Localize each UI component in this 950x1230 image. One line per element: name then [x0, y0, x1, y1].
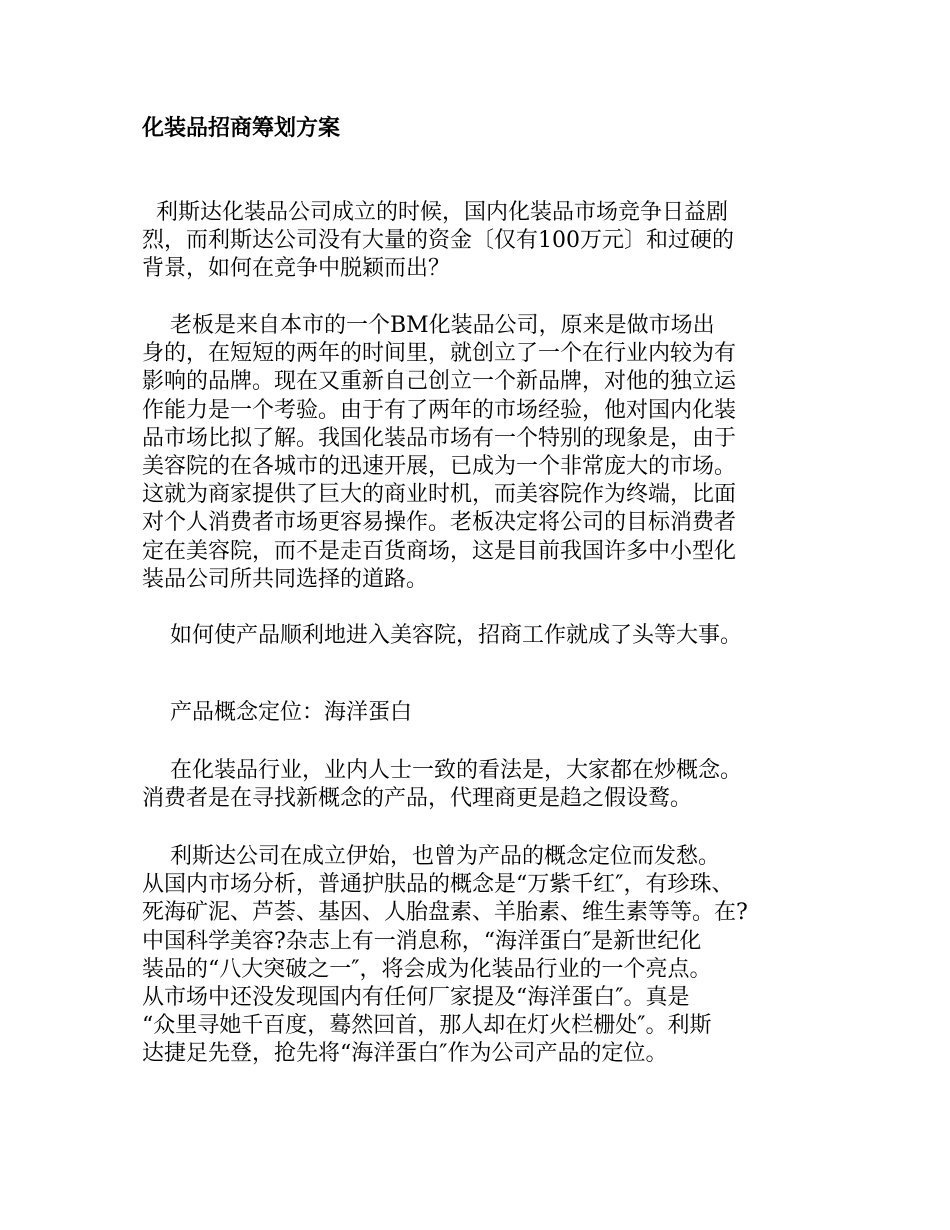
- paragraph-intro: [142, 199, 832, 284]
- paragraph-industry: [142, 757, 832, 813]
- text-line: 从市场中还没发现国内有任何厂家提及“海洋蛋白″。真是: [142, 985, 690, 1011]
- text-line: 定在美容院，而不是走百货商场，这是目前我国许多中小型化: [142, 538, 737, 564]
- text-line: 老板是来自本市的一个BM化装品公司，原来是做市场出: [142, 313, 715, 338]
- text-line: 身的，在短短的两年的时间里，就创立了一个在行业内较为有: [142, 341, 737, 367]
- text-line: 达捷足先登，抢先将“海洋蛋白″作为公司产品的定位。: [142, 1041, 668, 1067]
- text-line: 装品的“八大突破之一″，将会成为化装品行业的一个亮点。: [142, 956, 712, 982]
- text-line: “众里寻她千百度，蓦然回首，那人却在灯火栏栅处″。利斯: [142, 1013, 712, 1039]
- text-line: 死海矿泥、芦荟、基因、人胎盘素、羊胎素、维生素等等。在?: [142, 900, 748, 926]
- paragraph-positioning: [142, 843, 832, 1069]
- text-line: 品市场比拟了解。我国化装品市场有一个特别的现象是，由于: [142, 425, 737, 451]
- text-line: 利斯达公司在成立伊始，也曾为产品的概念定位而发愁。: [142, 844, 720, 869]
- text-line: 消费者是在寻找新概念的产品，代理商更是趋之假设鹜。: [142, 786, 693, 812]
- text-line: 产品概念定位：海洋蛋白: [142, 700, 412, 725]
- text-line: 背景，如何在竞争中脱颖而出？: [142, 256, 451, 282]
- paragraph-concept-heading: [142, 699, 832, 727]
- text-line: 烈，而利斯达公司没有大量的资金〔仅有100万元〕和过硬的: [142, 228, 734, 254]
- text-line: 美容院的在各城市的迅速开展，已成为一个非常庞大的市场。: [142, 454, 737, 480]
- text-line: 利斯达化装品公司成立的时候，国内化装品市场竞争日益剧: [142, 200, 728, 225]
- text-line: 对个人消费者市场更容易操作。老板决定将公司的目标消费者: [142, 510, 737, 536]
- text-line: 装品公司所共同选择的道路。: [142, 566, 429, 592]
- text-line: 如何使产品顺利地进入美容院，招商工作就成了头等大事。: [142, 623, 742, 648]
- text-line: 中国科学美容?杂志上有一消息称，“海洋蛋白″是新世纪化: [142, 928, 702, 954]
- paragraph-boss: [142, 312, 832, 594]
- text-line: 在化装品行业，业内人士一致的看法是，大家都在炒概念。: [142, 758, 742, 783]
- text-line: 影响的品牌。现在又重新自己创立一个新品牌，对他的独立运: [142, 369, 737, 395]
- document-title: 化装品招商筹划方案: [142, 115, 341, 141]
- text-line: 从国内市场分析，普通护肤品的概念是“万紫千红″，有珍珠、: [142, 872, 734, 898]
- text-line: 这就为商家提供了巨大的商业时机，而美容院作为终端，比面: [142, 482, 737, 508]
- paragraph-recruitment: [142, 622, 832, 650]
- text-line: 作能力是一个考验。由于有了两年的市场经验，他对国内化装: [142, 397, 737, 423]
